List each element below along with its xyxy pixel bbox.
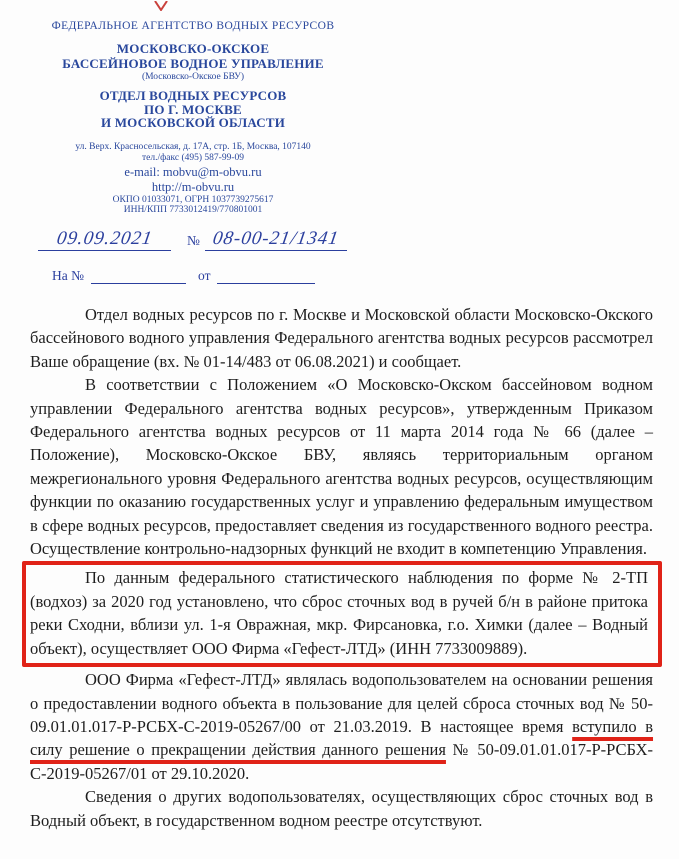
org-name-line1: МОСКОВСКО-ОКСКОЕ <box>116 41 270 56</box>
paragraph-authority: В соответствии с Положением «О Московско-Окском бассейновом водном управлении Федерального агентства водных ресурсов», утвержденным Приказом Федерального агентства водных ресурсов от 11 марта 2014 года № 66 (далее – Положение), Московско-Окское БВУ, являясь территориальным органом межрегионального уровня Федерального агентства водных ресурсов, осуществляющим функции по оказанию государственных услуг и управлению федеральным имуществом в сфере водных ресурсов, предоставляет сведения из государственного водного реестра. Осуществление контрольно-надзорных функций не входит в компетенцию Управления. <box>30 375 653 559</box>
number-field <box>205 228 347 251</box>
department-line1: ОТДЕЛ ВОДНЫХ РЕСУРСОВ <box>99 88 287 103</box>
email-line: e-mail: mobvu@m-obvu.ru <box>124 164 262 179</box>
paragraph-highlighted: По данным федерального статистического наблюдения по форме № 2-ТП (водхоз) за 2020 год установлено, что сброс сточных вод в ручей б/н в районе притока реки Сходни, вблизи ул. 1-я Овражная, мкр. Фирсановка, г.о. Химки (далее – Водный объект), осуществляет ООО Фирма «Гефест-ЛТД» (ИНН 7733009889). <box>30 568 648 658</box>
paragraph-water-user <box>30 668 653 785</box>
address-line: ул. Верх. Красносельская, д. 17А, стр. 1Б, Москва, 107140 <box>75 141 311 152</box>
paragraph-intro: Отдел водных ресурсов по г. Москве и Московской области Московско-Окского бассейнового водного управления Федерального агентства водных ресурсов рассмотрел Ваше обращение (вх. № 01-14/483 от 06.08.2021) и сообщает. <box>30 305 653 371</box>
website-line: http://m-obvu.ru <box>151 179 235 194</box>
reply-reference-row <box>52 268 358 284</box>
reply-no-line <box>91 271 186 284</box>
department-line2: ПО Г. МОСКВЕ <box>144 101 242 117</box>
red-annotation-box <box>22 561 662 667</box>
org-name <box>28 41 358 71</box>
paragraph-water-user-before: ООО Фирма «Гефест-ЛТД» являлась водопользователем на основании решения о предоставлении водного объекта в пользование для целей сброса сточных вод № 50-09.01.01.017-Р-РСБХ-С-2019-05267/00 от 21.03.2019. В настоящее время <box>30 670 653 736</box>
date-number-row <box>38 228 358 251</box>
reply-no-label: На № <box>52 267 84 283</box>
org-name-line2: БАССЕЙНОВОЕ ВОДНОЕ УПРАВЛЕНИЕ <box>62 56 324 71</box>
org-short-name: (Московско-Окское БВУ) <box>141 72 245 82</box>
okpo-ogrn-line: ОКПО 01033071, ОГРН 1037739275617 <box>112 194 274 205</box>
handwritten-date: 09.09.2021 <box>55 227 154 249</box>
number-label: № <box>187 232 200 248</box>
phone-line: тел./факс (495) 587-99-09 <box>142 152 244 163</box>
letter-body <box>30 303 653 832</box>
paragraph-water-user-after: № 50-09.01.01.017-Р-РСБХ-С-2019-05267/01 от 29.10.2020. <box>30 740 654 783</box>
handwritten-number: 08-00-21/1341 <box>211 227 341 249</box>
reply-from-line <box>217 271 315 284</box>
paragraph-other-users: Сведения о других водопользователях, осуществляющих сброс сточных вод в Водный объект, в государственном водном реестре отсутствуют. <box>30 787 653 830</box>
inn-kpp-line: ИНН/КПП 7733012419/770801001 <box>123 205 263 215</box>
department-name <box>28 89 358 130</box>
reply-from-label: от <box>198 267 211 283</box>
agency-name: ФЕДЕРАЛЬНОЕ АГЕНТСТВО ВОДНЫХ РЕСУРСОВ <box>51 20 335 32</box>
letterhead <box>28 20 358 284</box>
red-underlined-phrase: вступило в силу решение о прекращении действия данного решения <box>30 716 654 760</box>
department-line3: И МОСКОВСКОЙ ОБЛАСТИ <box>100 115 286 130</box>
emblem-fragment-icon <box>153 0 169 16</box>
date-field <box>38 228 171 251</box>
